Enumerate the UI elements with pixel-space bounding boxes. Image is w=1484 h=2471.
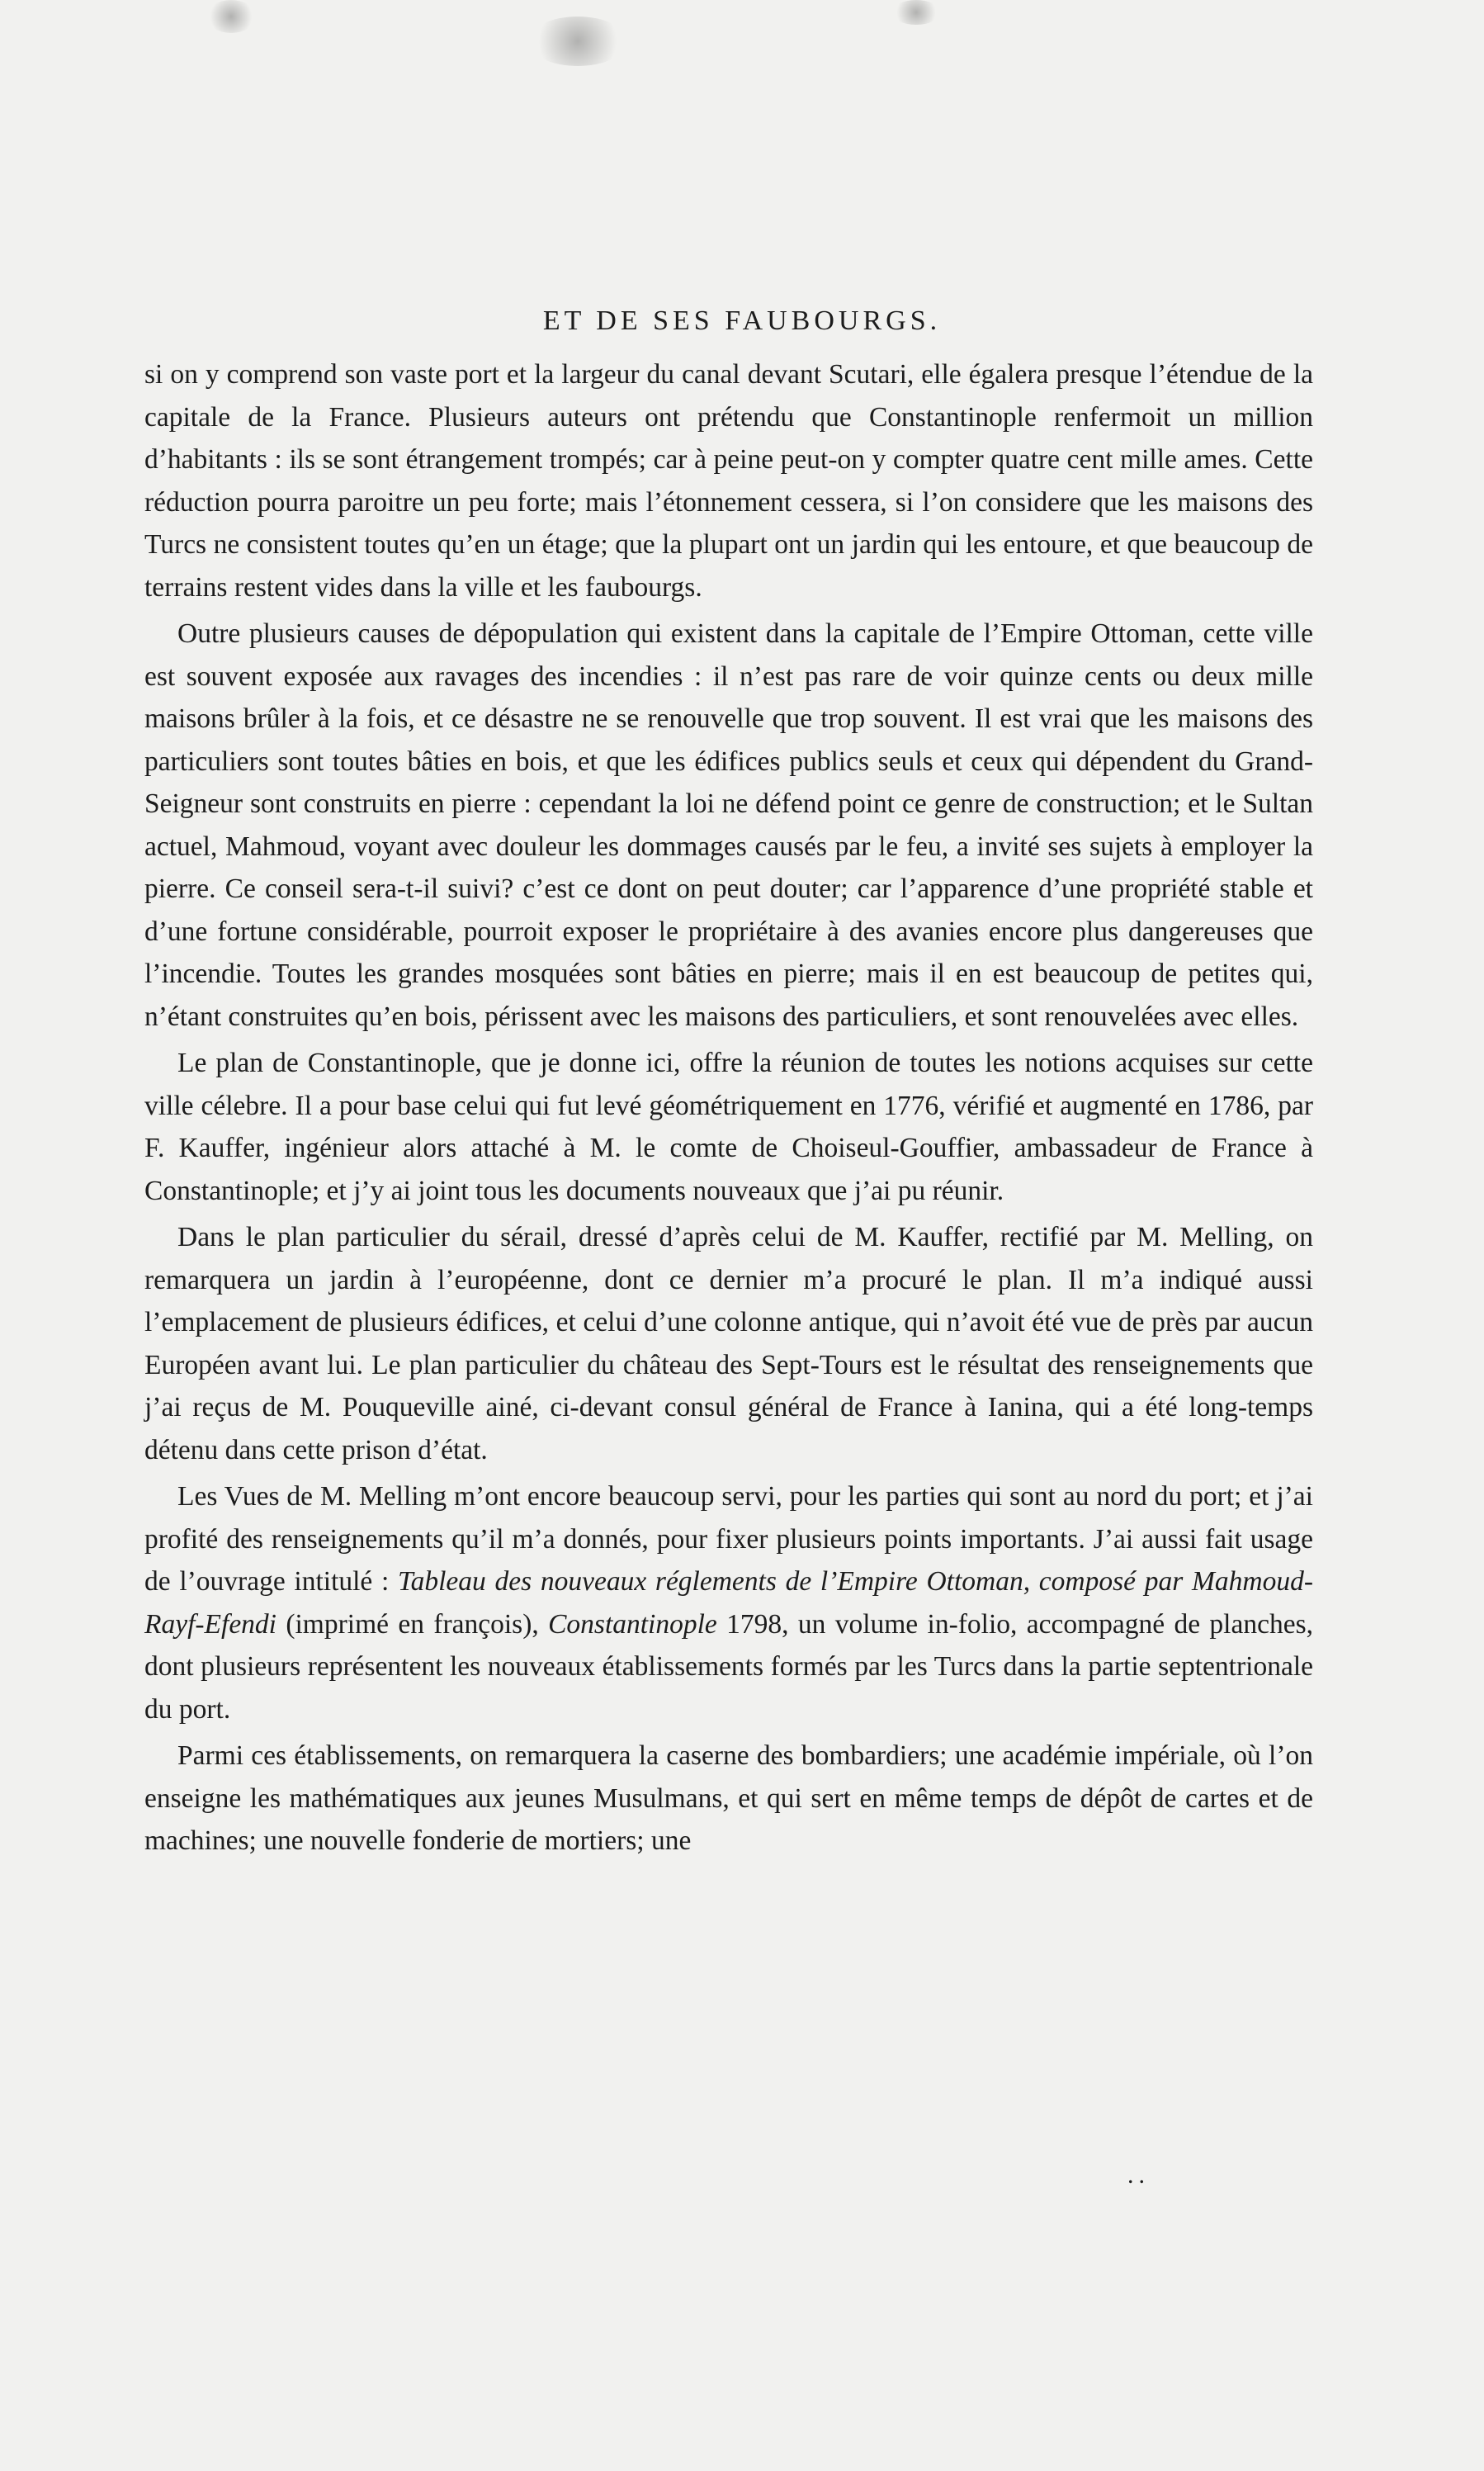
paragraph (144, 613, 1313, 1038)
text-run: Outre plusieurs causes de dépopulation qui existent dans la capitale de l’Empire Ottoman, cette ville est souvent exposée aux ravages des incendies : il n’est pas rare de voir quinze cents ou deux mille maisons brûler à la fois, et ce désastre ne se renouvelle que trop souvent. Il est vrai que les maisons des particuliers sont toutes bâties en bois, et que les édifices publics seuls et ceux qui dépendent du Grand-Seigneur sont construits en pierre : cependant la loi ne défend point ce genre de construction; et le Sultan actuel, Mahmoud, voyant avec douleur les dommages causés par le feu, a invité ses sujets à employer la pierre. Ce conseil sera-t-il suivi? c’est ce dont on peut douter; car l’apparence d’une propriété stable et d’une fortune considérable, pourroit exposer le propriétaire à des avanies encore plus dangereuses que l’incendie. Toutes les grandes mosquées sont bâties en pierre; mais il en est beaucoup de petites qui, n’étant construites qu’en bois, périssent avec les maisons des particuliers, et sont renouvelées avec elles. (144, 618, 1313, 1032)
body-text (144, 353, 1313, 1863)
text-run: Les Vues de M. Melling m’ont encore beaucoup servi, pour les parties qui sont au nord du port; et j’ai profité des renseignements qu’il m’a donnés, pour fixer plusieurs points importants. J’ai aussi fait usage de l’ouvrage intitulé : (144, 1481, 1313, 1597)
ink-smudge (528, 17, 627, 66)
running-head: ET DE SES FAUBOURGS. (542, 305, 942, 336)
text-run: 1798, un volume in-folio, accompagné de planches, dont plusieurs représentent les nouveaux établissements formés par les Turcs dans la partie septentrionale du port. (144, 1608, 1313, 1725)
text-run: Le plan de Constantinople, que je donne ici, offre la réunion de toutes les notions acquises sur cette ville célebre. Il a pour base celui qui fut levé géométriquement en 1776, vérifié et augmenté en 1786, par F. Kauffer, ingénieur alors attaché à M. le comte de Choiseul-Gouffier, ambassadeur de France à Constantinople; et j’y ai joint tous les documents nouveaux que j’ai pu réunir. (144, 1048, 1313, 1206)
ink-smudge (206, 0, 256, 33)
text-run: Parmi ces établissements, on remarquera la caserne des bombardiers; une académie impériale, où l’on enseigne les mathématiques aux jeunes Musulmans, et qui sert en même temps de dépôt de cartes et de machines; une nouvelle fonderie de mortiers; une (144, 1740, 1313, 1856)
text-run: si on y comprend son vaste port et la largeur du canal devant Scutari, elle égalera presque l’étendue de la capitale de la France. Plusieurs auteurs ont prétendu que Constantinople renfermoit un million d’habitants : ils se sont étrangement trompés; car à peine peut-on y compter quatre cent mille ames. Cette réduction pourra paroitre un peu forte; mais l’étonnement cessera, si l’on considere que les maisons des Turcs ne consistent toutes qu’en un étage; que la plupart ont un jardin qui les entoure, et que beaucoup de terrains restent vides dans la ville et les faubourgs. (144, 359, 1313, 603)
text-run: Dans le plan particulier du sérail, dressé d’après celui de M. Kauffer, rectifié par M. Melling, on remarquera un jardin à l’européenne, dont ce dernier m’a procuré le plan. Il m’a indiqué aussi l’emplacement de plusieurs édifices, et celui d’une colonne antique, qui n’avoit été vue de près par aucun Européen avant lui. Le plan particulier du château des Sept-Tours est le résultat des renseignements que j’ai reçus de M. Pouqueville ainé, ci-devant consul général de France à Ianina, qui a été long-temps détenu dans cette prison d’état. (144, 1222, 1313, 1465)
paragraph (144, 1042, 1313, 1212)
italic-text: Tableau des nouveaux réglements de l’Empire Ottoman, composé par Mahmoud-Rayf-Efendi (144, 1566, 1313, 1640)
ink-smudge (891, 0, 941, 25)
text-run: (imprimé en françois), (276, 1608, 549, 1640)
paragraph (144, 1475, 1313, 1730)
paragraph (144, 353, 1313, 608)
italic-text: Constantinople (548, 1608, 717, 1640)
catchword: .. (1127, 2161, 1150, 2189)
paragraph (144, 1735, 1313, 1863)
paragraph (144, 1216, 1313, 1471)
